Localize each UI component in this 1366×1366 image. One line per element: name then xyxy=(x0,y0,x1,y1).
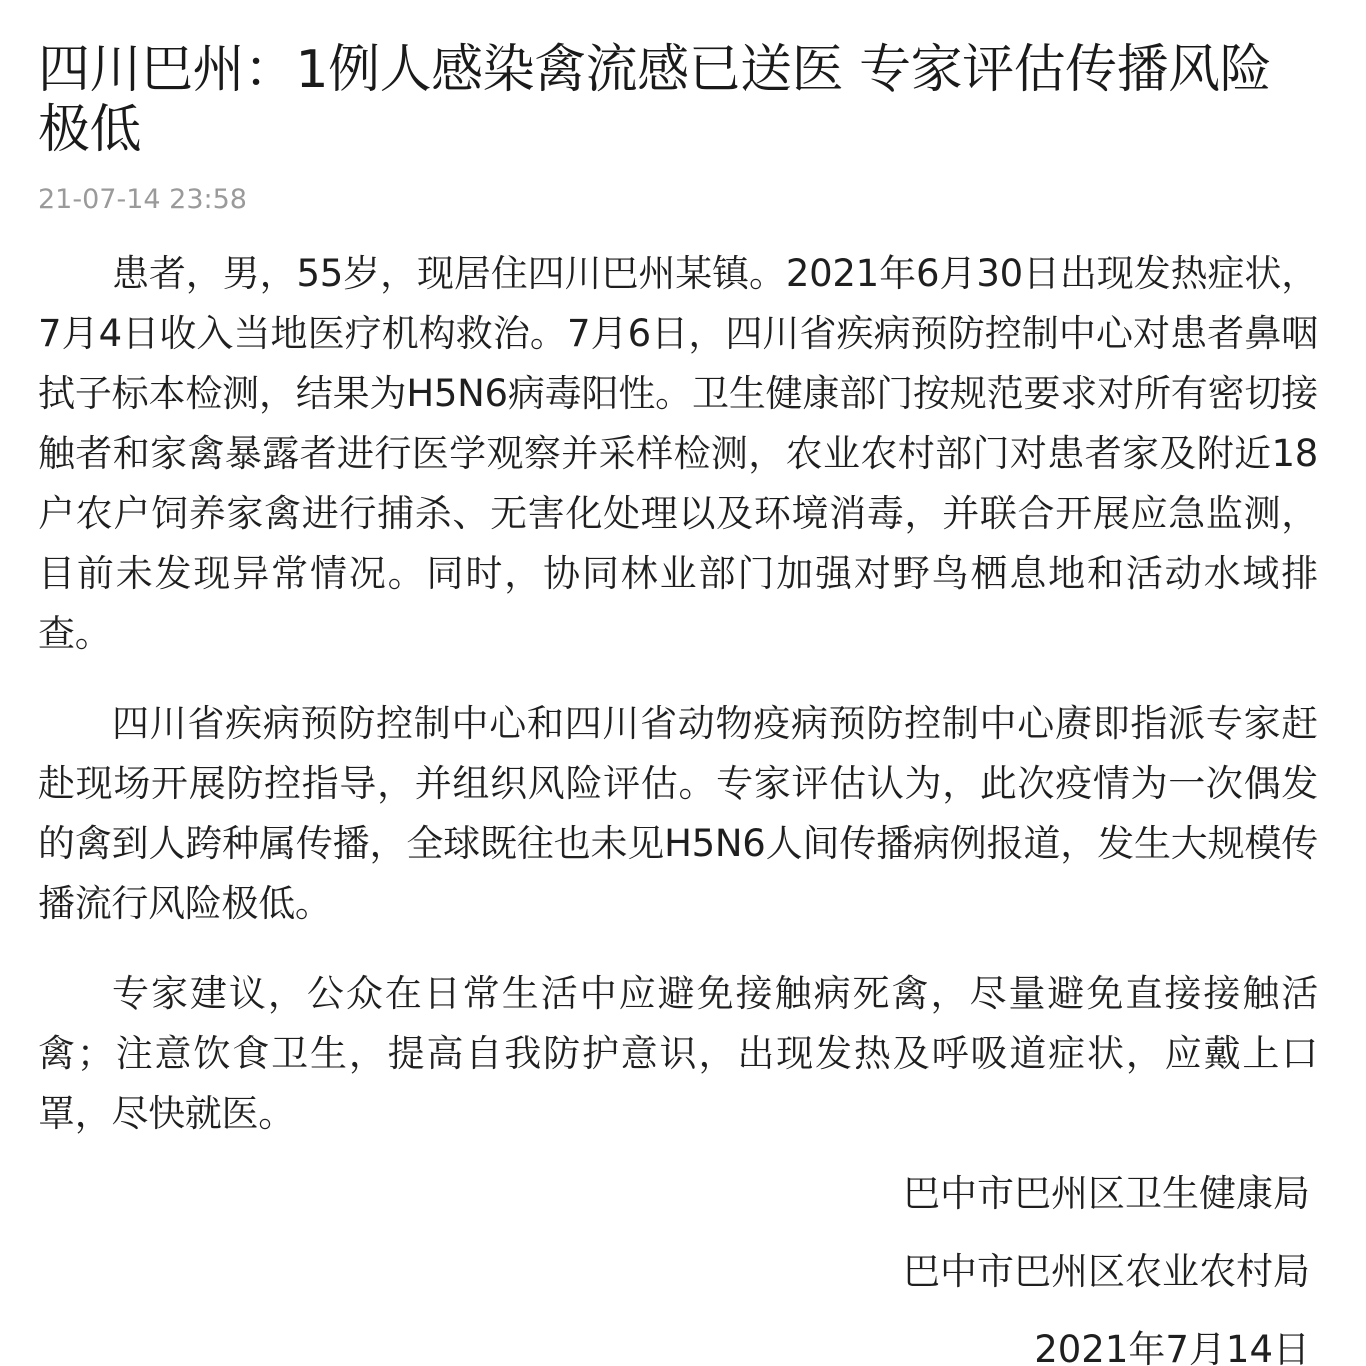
signature-health-bureau: 巴中市巴州区卫生健康局 xyxy=(903,1172,1310,1215)
article-body xyxy=(38,244,1318,1144)
signature-block xyxy=(38,1174,1318,1366)
article-paragraph: 患者，男，55岁，现居住四川巴州某镇。2021年6月30日出现发热症状，7月4日收入当地医疗机构救治。7月6日，四川省疾病预防控制中心对患者鼻咽拭子标本检测，结果为H5N6病毒阳性。卫生健康部门按规范要求对所有密切接触者和家禽暴露者进行医学观察并采样检测，农业农村部门对患者家及附近18户农户饲养家禽进行捕杀、无害化处理以及环境消毒，并联合开展应急监测，目前未发现异常情况。同时，协同林业部门加强对野鸟栖息地和活动水域排查。 xyxy=(38,252,1318,655)
signature-agriculture-bureau: 巴中市巴州区农业农村局 xyxy=(903,1250,1310,1293)
article-paragraph: 四川省疾病预防控制中心和四川省动物疫病预防控制中心赓即指派专家赶赴现场开展防控指导，并组织风险评估。专家评估认为，此次疫情为一次偶发的禽到人跨种属传播，全球既往也未见H5N6人间传播病例报道，发生大规模传播流行风险极低。 xyxy=(38,702,1318,925)
article xyxy=(38,0,1318,1366)
article-title: 四川巴州：1例人感染禽流感已送医 专家评估传播风险极低 xyxy=(38,40,1272,160)
article-paragraph: 专家建议，公众在日常生活中应避免接触病死禽，尽量避免直接接触活禽；注意饮食卫生，提高自我防护意识，出现发热及呼吸道症状，应戴上口罩，尽快就医。 xyxy=(38,972,1318,1135)
signature-date: 2021年7月14日 xyxy=(1034,1328,1310,1366)
publish-timestamp: 21-07-14 23:58 xyxy=(38,184,247,215)
